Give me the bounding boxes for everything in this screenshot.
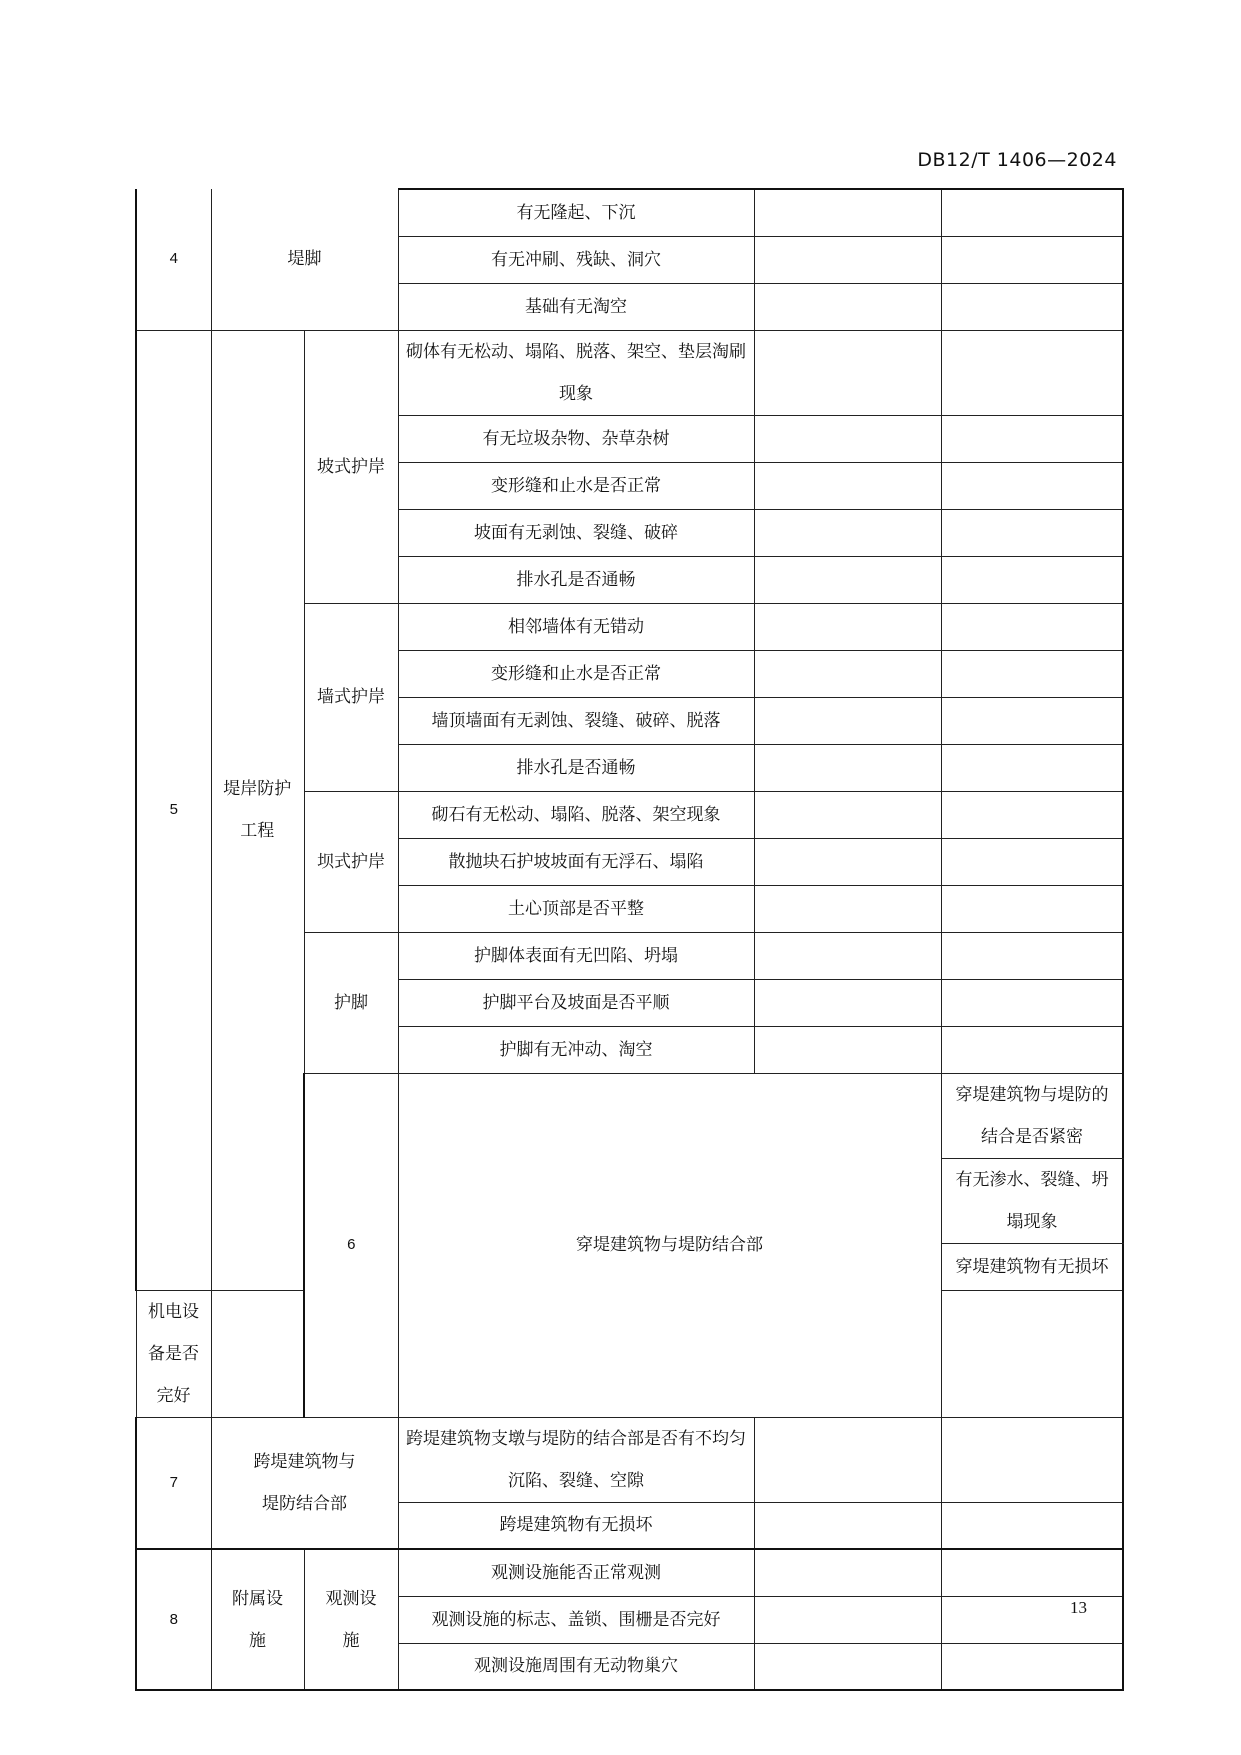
result-cell <box>754 462 941 509</box>
item-cell: 护脚有无冲动、淘空 <box>398 1026 754 1073</box>
remark-cell <box>941 838 1123 885</box>
item-cell: 有无冲刷、残缺、洞穴 <box>398 236 754 283</box>
remark-cell <box>941 1026 1123 1073</box>
item-cell: 排水孔是否通畅 <box>398 556 754 603</box>
result-cell <box>754 932 941 979</box>
result-cell <box>754 189 941 236</box>
result-cell <box>754 697 941 744</box>
result-cell <box>754 885 941 932</box>
subcategory-cell: 护脚 <box>304 932 398 1073</box>
result-cell <box>754 236 941 283</box>
document-code: DB12/T 1406—2024 <box>917 149 1117 171</box>
remark-cell <box>941 1549 1123 1596</box>
item-cell: 变形缝和止水是否正常 <box>398 462 754 509</box>
item-cell: 土心顶部是否平整 <box>398 885 754 932</box>
result-cell <box>754 1026 941 1073</box>
item-cell: 相邻墙体有无错动 <box>398 603 754 650</box>
item-cell: 跨堤建筑物支墩与堤防的结合部是否有不均匀沉陷、裂缝、空隙 <box>398 1417 754 1502</box>
result-cell <box>754 744 941 791</box>
item-cell: 观测设施周围有无动物巢穴 <box>398 1643 754 1690</box>
remark-cell <box>941 283 1123 330</box>
row-number: 8 <box>136 1549 211 1690</box>
remark-cell <box>941 791 1123 838</box>
row-number: 4 <box>136 189 211 330</box>
subcategory-cell: 墙式护岸 <box>304 603 398 791</box>
item-cell: 护脚体表面有无凹陷、坍塌 <box>398 932 754 979</box>
item-cell: 坡面有无剥蚀、裂缝、破碎 <box>398 509 754 556</box>
remark-cell <box>941 744 1123 791</box>
remark-cell <box>941 932 1123 979</box>
result-cell <box>754 1549 941 1596</box>
result-cell <box>754 415 941 462</box>
remark-cell <box>941 415 1123 462</box>
result-cell <box>211 1290 304 1417</box>
item-cell: 有无垃圾杂物、杂草杂树 <box>398 415 754 462</box>
item-cell: 基础有无淘空 <box>398 283 754 330</box>
result-cell <box>754 838 941 885</box>
item-cell: 变形缝和止水是否正常 <box>398 650 754 697</box>
category-cell: 跨堤建筑物与堤防结合部 <box>211 1417 398 1549</box>
remark-cell <box>941 330 1123 415</box>
result-cell <box>754 979 941 1026</box>
result-cell <box>754 791 941 838</box>
remark-cell <box>941 1417 1123 1502</box>
remark-cell <box>941 1596 1123 1643</box>
category-cell: 堤岸防护工程 <box>211 330 304 1290</box>
result-cell <box>754 509 941 556</box>
item-cell: 有无渗水、裂缝、坍塌现象 <box>941 1158 1123 1243</box>
item-cell: 跨堤建筑物有无损坏 <box>398 1502 754 1549</box>
remark-cell <box>941 1643 1123 1690</box>
item-cell: 护脚平台及坡面是否平顺 <box>398 979 754 1026</box>
remark-cell <box>941 462 1123 509</box>
row-number: 5 <box>136 330 211 1290</box>
result-cell <box>754 1502 941 1549</box>
item-cell: 砌石有无松动、塌陷、脱落、架空现象 <box>398 791 754 838</box>
inspection-table <box>135 188 1124 1691</box>
remark-cell <box>941 1502 1123 1549</box>
subcategory-cell: 坝式护岸 <box>304 791 398 932</box>
row-number: 7 <box>136 1417 211 1549</box>
remark-cell <box>941 236 1123 283</box>
remark-cell <box>941 1290 1123 1417</box>
result-cell <box>754 650 941 697</box>
result-cell <box>754 1596 941 1643</box>
result-cell <box>754 1417 941 1502</box>
category-cell: 堤脚 <box>211 189 398 330</box>
item-cell: 穿堤建筑物有无损坏 <box>941 1243 1123 1290</box>
remark-cell <box>941 650 1123 697</box>
remark-cell <box>941 509 1123 556</box>
page-number: 13 <box>1070 1598 1087 1617</box>
subcategory-cell: 坡式护岸 <box>304 330 398 603</box>
result-cell <box>754 330 941 415</box>
item-cell: 观测设施的标志、盖锁、围栅是否完好 <box>398 1596 754 1643</box>
item-cell: 穿堤建筑物与堤防的结合是否紧密 <box>941 1073 1123 1158</box>
item-cell: 有无隆起、下沉 <box>398 189 754 236</box>
result-cell <box>754 603 941 650</box>
remark-cell <box>941 885 1123 932</box>
remark-cell <box>941 603 1123 650</box>
item-cell: 排水孔是否通畅 <box>398 744 754 791</box>
item-cell: 墙顶墙面有无剥蚀、裂缝、破碎、脱落 <box>398 697 754 744</box>
row-number: 6 <box>304 1073 398 1417</box>
item-cell: 砌体有无松动、塌陷、脱落、架空、垫层淘刷现象 <box>398 330 754 415</box>
result-cell <box>754 556 941 603</box>
subcategory-cell: 观测设施 <box>304 1549 398 1690</box>
remark-cell <box>941 697 1123 744</box>
remark-cell <box>941 189 1123 236</box>
remark-cell <box>941 556 1123 603</box>
remark-cell <box>941 979 1123 1026</box>
item-cell: 散抛块石护坡坡面有无浮石、塌陷 <box>398 838 754 885</box>
result-cell <box>754 283 941 330</box>
result-cell <box>754 1643 941 1690</box>
item-cell: 观测设施能否正常观测 <box>398 1549 754 1596</box>
category-cell: 穿堤建筑物与堤防结合部 <box>398 1073 941 1417</box>
category-cell: 附属设施 <box>211 1549 304 1690</box>
item-cell: 机电设备是否完好 <box>136 1290 211 1417</box>
